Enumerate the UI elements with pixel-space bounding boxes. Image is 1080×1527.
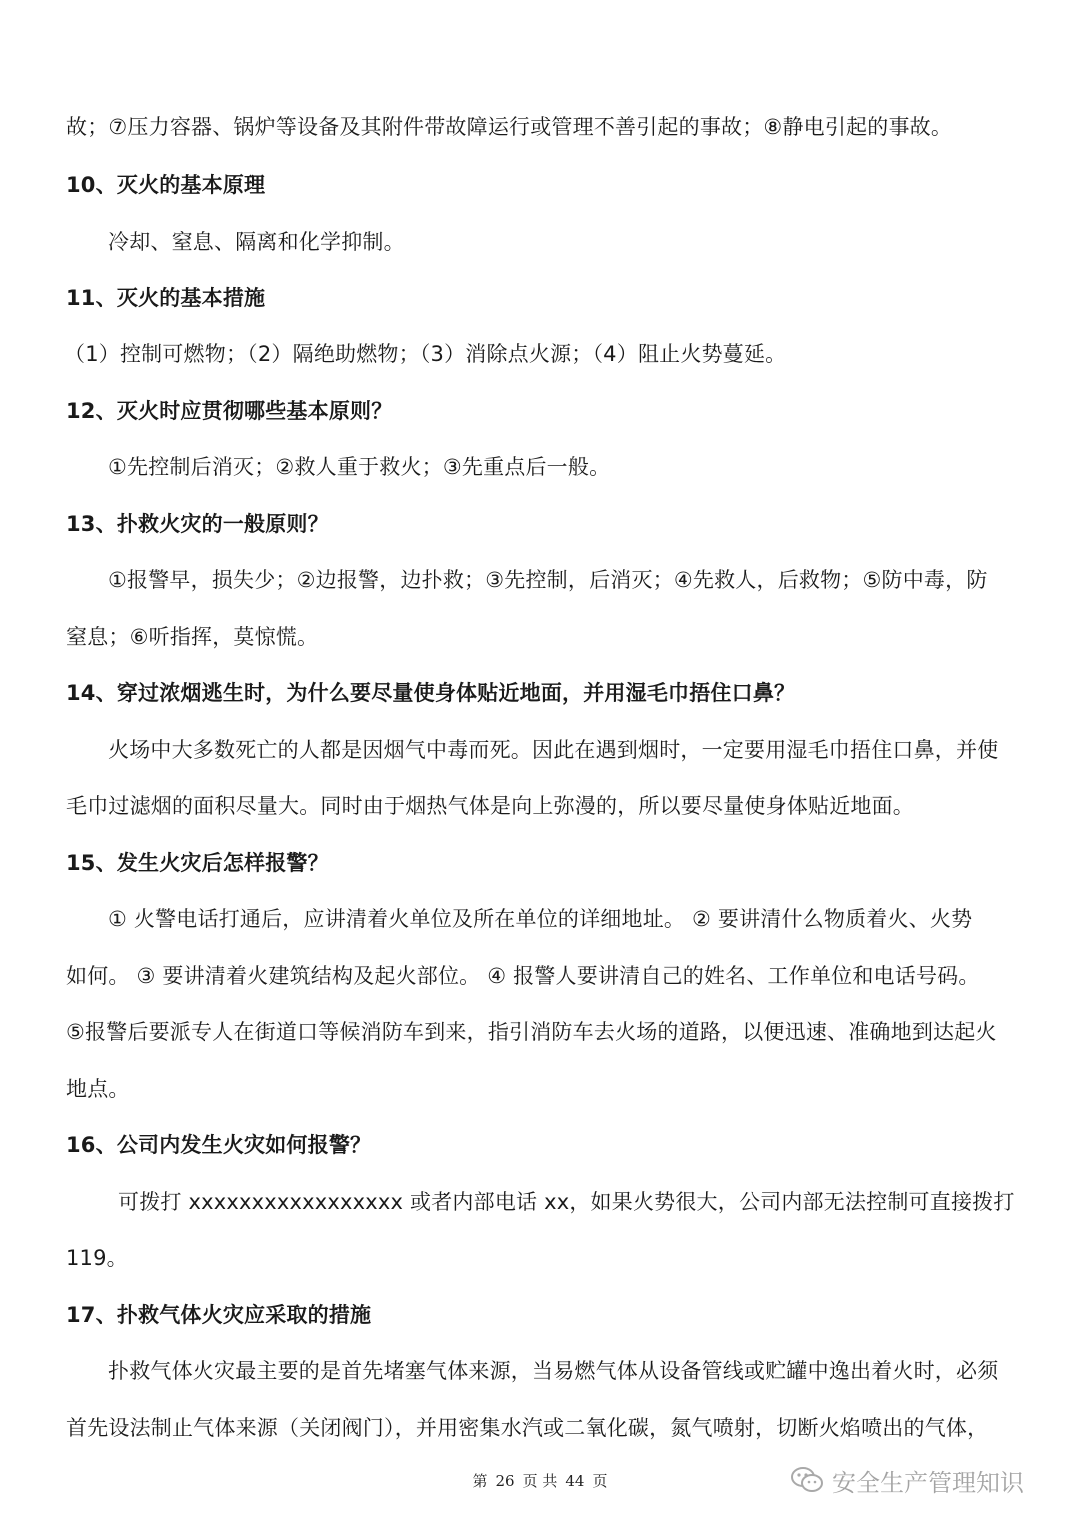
total-pages: 44 xyxy=(565,1472,585,1490)
watermark-text: 安全生产管理知识 xyxy=(832,1468,1024,1497)
paragraph-line: 故；⑦压力容器、锅炉等设备及其附件带故障运行或管理不善引起的事故；⑧静电引起的事故。 xyxy=(66,115,953,139)
paragraph-line: 扑救气体火灾最主要的是首先堵塞气体来源，当易燃气体从设备管线或贮罐中逸出着火时，必须 xyxy=(108,1359,999,1383)
section-heading-15: 15、发生火灾后怎样报警？ xyxy=(66,851,329,875)
section-heading-16: 16、公司内发生火灾如何报警？ xyxy=(66,1133,372,1157)
section-heading-14: 14、穿过浓烟逃生时，为什么要尽量使身体贴近地面，并用湿毛巾捂住口鼻？ xyxy=(66,681,796,705)
paragraph-line: 119。 xyxy=(66,1246,128,1270)
section-heading-10: 10、灭火的基本原理 xyxy=(66,173,266,197)
paragraph-line: 首先设法制止气体来源（关闭阀门），并用密集水汽或二氧化碳，氮气喷射，切断火焰喷出的气体， xyxy=(66,1416,989,1440)
paragraph-line: （1）控制可燃物；（2）隔绝助燃物；（3）消除点火源；（4）阻止火势蔓延。 xyxy=(64,342,787,366)
section-heading-12: 12、灭火时应贯彻哪些基本原则？ xyxy=(66,399,393,423)
section-heading-17: 17、扑救气体火灾应采取的措施 xyxy=(66,1303,372,1327)
paragraph-line: 火场中大多数死亡的人都是因烟气中毒而死。因此在遇到烟时，一定要用湿毛巾捂住口鼻，并使 xyxy=(108,738,999,762)
wechat-icon xyxy=(790,1465,824,1495)
page-number: 26 xyxy=(495,1472,515,1490)
paragraph-line: 毛巾过滤烟的面积尽量大。同时由于烟热气体是向上弥漫的，所以要尽量使身体贴近地面。 xyxy=(66,794,914,818)
section-heading-13: 13、扑救火灾的一般原则？ xyxy=(66,512,329,536)
paragraph-line: 地点。 xyxy=(66,1077,130,1101)
section-heading-11: 11、灭火的基本措施 xyxy=(66,286,266,310)
paragraph-line: ⑤报警后要派专人在街道口等候消防车到来，指引消防车去火场的道路，以便迅速、准确地到达起火 xyxy=(66,1020,997,1044)
paragraph-line: 可拨打 xxxxxxxxxxxxxxxxx 或者内部电话 xx，如果火势很大，公司内部无法控制可直接拨打 xyxy=(118,1190,1015,1214)
page-suffix: 页 xyxy=(592,1472,608,1490)
paragraph-line: 如何。 ③ 要讲清着火建筑结构及起火部位。 ④ 报警人要讲清自己的姓名、工作单位和电话号码。 xyxy=(66,964,980,988)
paragraph-line: 窒息；⑥听指挥，莫惊慌。 xyxy=(66,625,319,649)
paragraph-line: ① 火警电话打通后，应讲清着火单位及所在单位的详细地址。 ② 要讲清什么物质着火、火势 xyxy=(108,907,973,931)
page-prefix: 第 xyxy=(472,1472,488,1490)
paragraph-line: 冷却、窒息、隔离和化学抑制。 xyxy=(108,230,405,254)
page-mid: 页 共 xyxy=(522,1472,558,1490)
paragraph-line: ①报警早，损失少；②边报警，边扑救；③先控制，后消灭；④先救人，后救物；⑤防中毒，防 xyxy=(108,568,988,592)
watermark xyxy=(790,1460,1024,1500)
paragraph-line: ①先控制后消灭；②救人重于救火；③先重点后一般。 xyxy=(108,455,611,479)
